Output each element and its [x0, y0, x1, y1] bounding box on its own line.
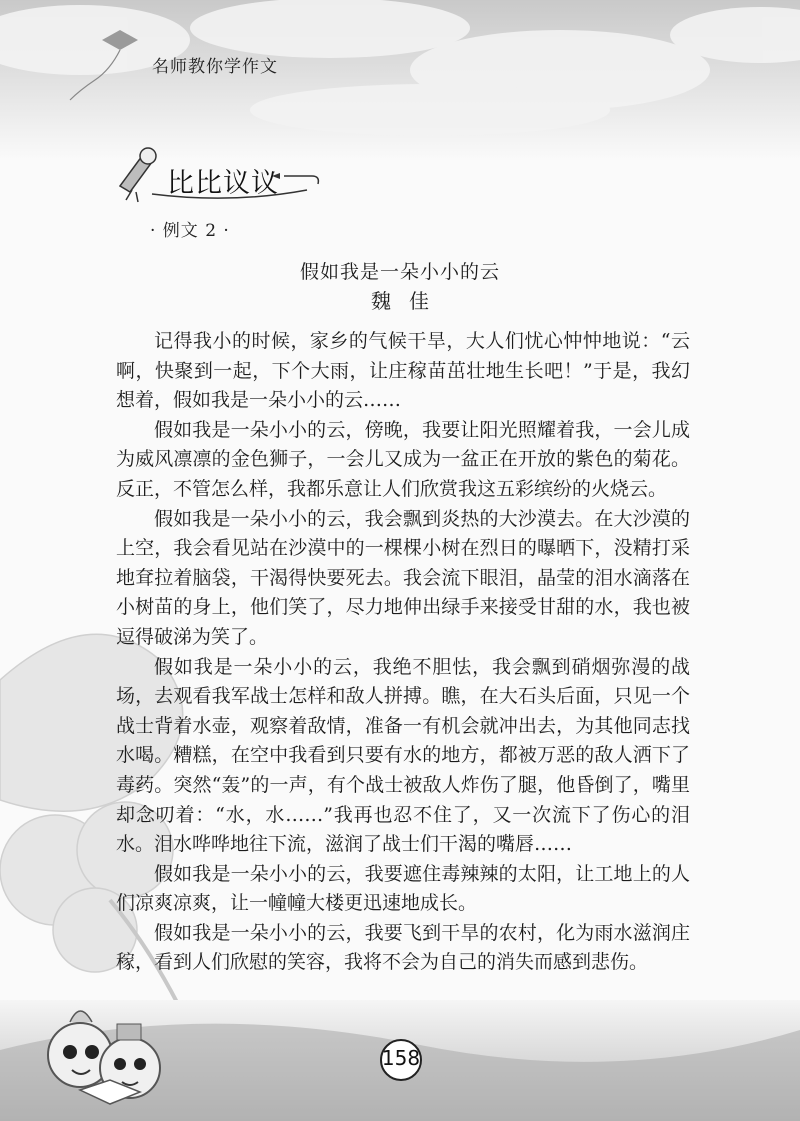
book-series-title: 名师教你学作文 — [152, 57, 278, 77]
example-label: · 例文 2 · — [150, 221, 230, 241]
essay-paragraph: 假如我是一朵小小的云，我要飞到干旱的农村，化为雨水滋润庄稼，看到人们欣慰的笑容，我将不会为自己的消失而感到悲伤。 — [116, 921, 690, 974]
essay-body — [116, 327, 690, 978]
page-number-badge — [378, 1037, 424, 1083]
essay-author: 魏佳 — [371, 289, 447, 313]
section-heading — [112, 146, 332, 206]
essay-paragraph: 记得我小的时候，家乡的气候干旱，大人们忧心忡忡地说：“云啊，快聚到一起，下个大雨，让庄稼苗茁壮地生长吧！”于是，我幻想着，假如我是一朵小小的云…… — [116, 330, 690, 412]
essay-paragraph: 假如我是一朵小小的云，我要遮住毒辣辣的太阳，让工地上的人们凉爽凉爽，让一幢幢大楼更迅速地成长。 — [116, 862, 690, 915]
essay-paragraph: 假如我是一朵小小的云，傍晚，我要让阳光照耀着我，一会儿成为威风凛凛的金色狮子，一会儿又成为一盆正在开放的紫色的菊花。反正，不管怎么样，我都乐意让人们欣赏我这五彩缤纷的火烧云。 — [116, 418, 690, 500]
essay-paragraph: 假如我是一朵小小的云，我绝不胆怯，我会飘到硝烟弥漫的战场，去观看我军战士怎样和敌人拼搏。瞧，在大石头后面，只见一个战士背着水壶，观察着敌情，准备一有机会就冲出去，为其他同志找水喝。糟糕，在空中我看到只要有水的地方，都被万恶的敌人洒下了毒药。突然“轰”的一声，有个战士被敌人炸伤了腿，他昏倒了，嘴里却念叨着：“水，水……”我再也忍不住了，又一次流下了伤心的泪水。泪水哗哗地往下流，滋润了战士们干渴的嘴唇…… — [116, 655, 690, 856]
essay-paragraph: 假如我是一朵小小的云，我会飘到炎热的大沙漠去。在大沙漠的上空，我会看见站在沙漠中的一棵棵小树在烈日的曝晒下，没精打采地耷拉着脑袋，干渴得快要死去。我会流下眼泪，晶莹的泪水滴落在小树苗的身上，他们笑了，尽力地伸出绿手来接受甘甜的水，我也被逗得破涕为笑了。 — [116, 507, 690, 648]
page-number: 158 — [381, 1046, 421, 1070]
essay-title: 假如我是一朵小小的云 — [299, 261, 500, 283]
section-label: 比比议议 — [167, 168, 279, 199]
